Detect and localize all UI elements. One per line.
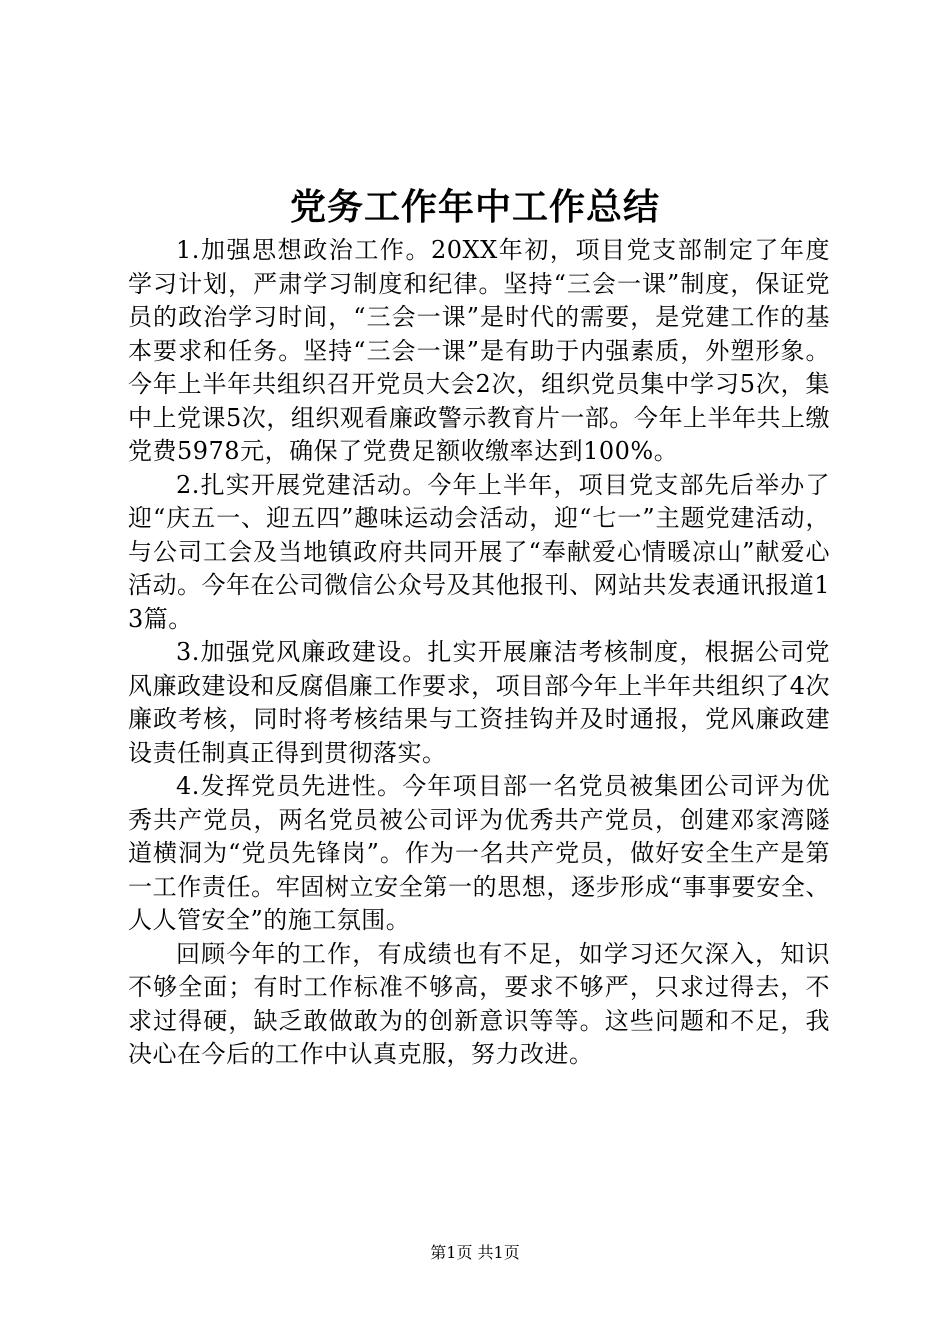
paragraph-3: 3.加强党风廉政建设。扎实开展廉洁考核制度，根据公司党风廉政建设和反腐倡廉工作要求，项目部今年上半年共组织了4次廉政考核，同时将考核结果与工资挂钩并及时通报，党风廉政建设责任制真正得到贯彻落实。 <box>128 638 830 767</box>
document-body <box>128 234 830 1072</box>
paragraph-5: 回顾今年的工作，有成绩也有不足，如学习还欠深入，知识不够全面；有时工作标准不够高，要求不够严，只求过得去，不求过得硬，缺乏敢做敢为的创新意识等等。这些问题和不足，我决心在今后的工作中认真克服，努力改进。 <box>128 939 830 1068</box>
paragraph-1: 1.加强思想政治工作。20XX年初，项目党支部制定了年度学习计划，严肃学习制度和纪律。坚持“三会一课”制度，保证党员的政治学习时间，“三会一课”是时代的需要，是党建工作的基本要求和任务。坚持“三会一课”是有助于内强素质，外塑形象。今年上半年共组织召开党员大会2次，组织党员集中学习5次，集中上党课5次，组织观看廉政警示教育片一部。今年上半年共上缴党费5978元，确保了党费足额收缴率达到100%。 <box>128 236 830 465</box>
paragraph-2: 2.扎实开展党建活动。今年上半年，项目党支部先后举办了迎“庆五一、迎五四”趣味运动会活动，迎“七一”主题党建活动，与公司工会及当地镇政府共同开展了“奉献爱心情暖凉山”献爱心活动。今年在公司微信公众号及其他报刊、网站共发表通讯报道13篇。 <box>128 470 830 633</box>
page-footer: 第1页 共1页 <box>430 1243 520 1262</box>
document-title: 党务工作年中工作总结 <box>289 187 660 228</box>
paragraph-4: 4.发挥党员先进性。今年项目部一名党员被集团公司评为优秀共产党员，两名党员被公司评为优秀共产党员，创建邓家湾隧道横洞为“党员先锋岗”。作为一名共产党员，做好安全生产是第一工作责任。牢固树立安全第一的思想，逐步形成“事事要安全、人人管安全”的施工氛围。 <box>128 772 830 934</box>
